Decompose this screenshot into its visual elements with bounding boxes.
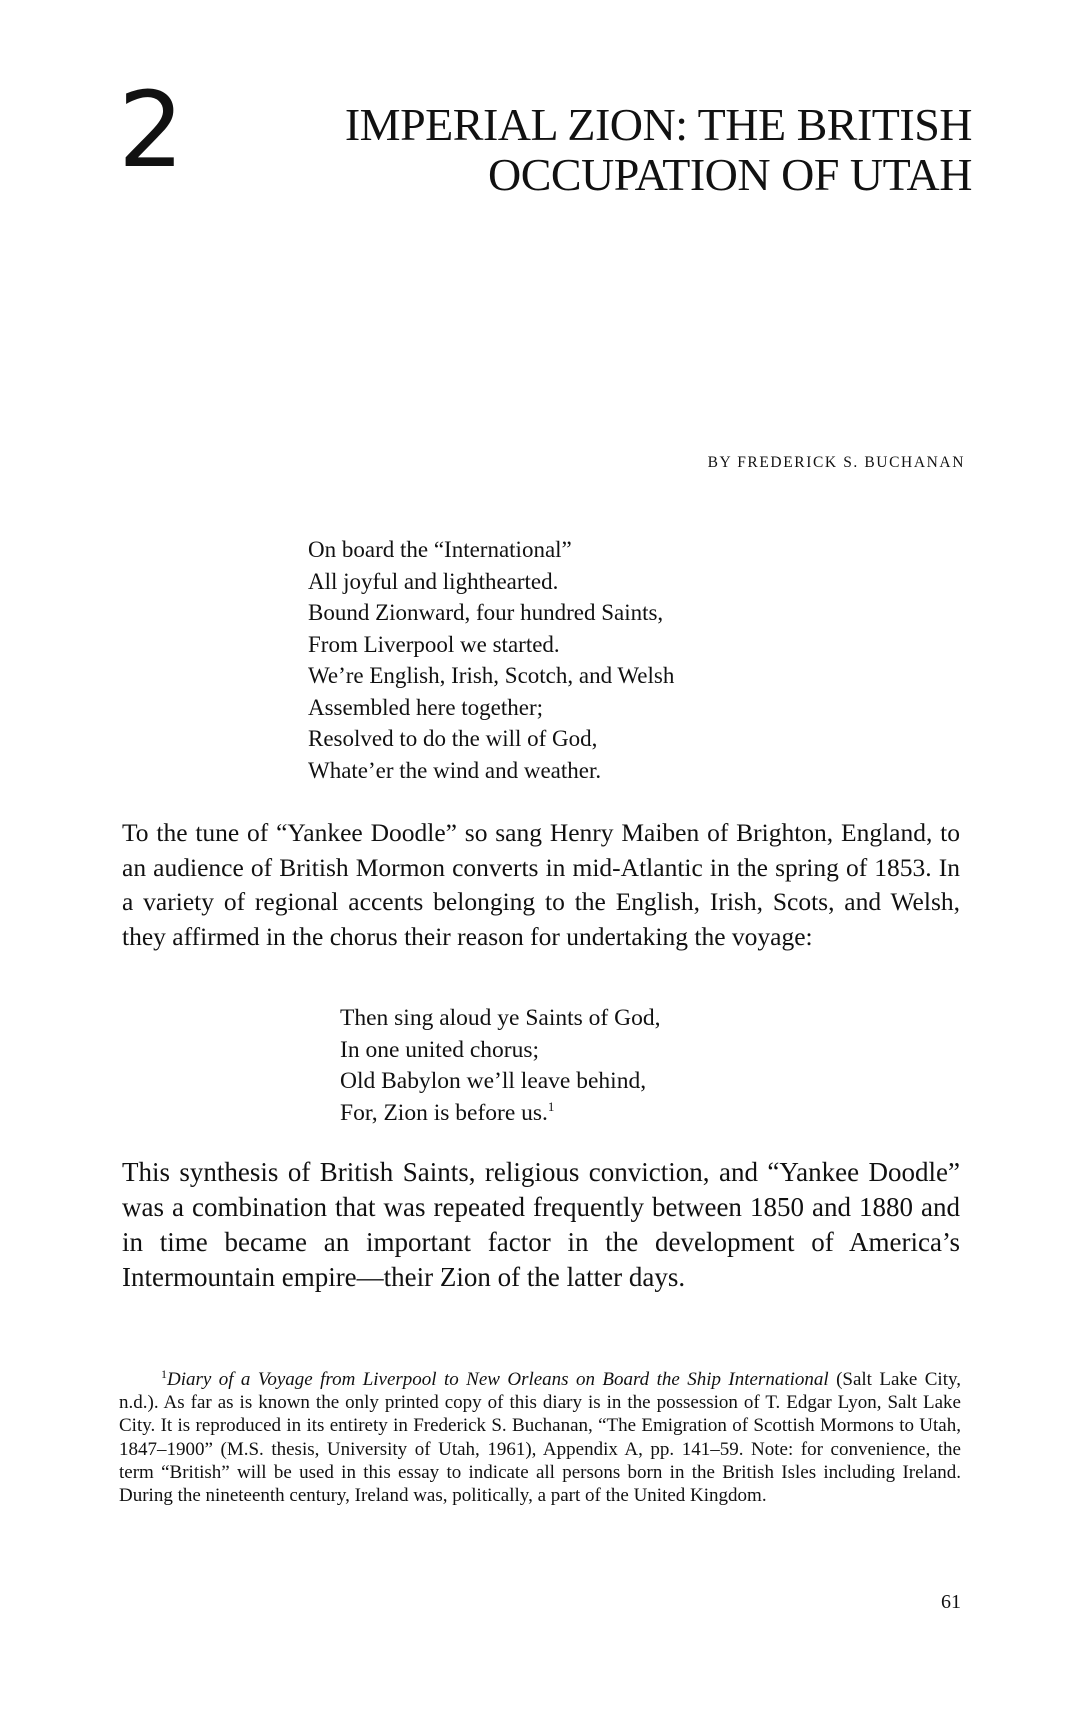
- opening-verse: [308, 534, 674, 786]
- chapter-number: 2: [118, 69, 185, 191]
- verse-line: We’re English, Irish, Scotch, and Welsh: [308, 663, 675, 688]
- verse-line: In one united chorus;: [340, 1036, 540, 1063]
- verse-line-text: For, Zion is before us.: [340, 1099, 548, 1126]
- verse-line: From Liverpool we started.: [308, 631, 560, 657]
- chorus-verse: [340, 1003, 660, 1129]
- footnote-title: Diary of a Voyage from Liverpool to New Orleans on Board the Ship International: [167, 1369, 829, 1390]
- chapter-title-line-2: OCCUPATION OF UTAH: [487, 148, 972, 200]
- verse-line: All joyful and lighthearted.: [308, 568, 559, 594]
- body-paragraph-2: This synthesis of British Saints, religious conviction, and “Yankee Doodle” was a combination that was repeated frequently between 1850 and 1880 and in time became an important factor in the development of America’s Intermountain empire—their Zion of the latter days.: [122, 1157, 960, 1292]
- verse-line: Assembled here together;: [308, 694, 544, 720]
- verse-line: Resolved to do the will of God,: [308, 726, 598, 751]
- verse-line: Old Babylon we’ll leave behind,: [340, 1068, 647, 1094]
- footnote-marker: 1: [161, 1367, 167, 1381]
- page-number: 61: [941, 1591, 961, 1613]
- author-byline: BY FREDERICK S. BUCHANAN: [707, 454, 965, 471]
- chapter-title: [345, 100, 972, 199]
- verse-line: Whate’er the wind and weather.: [308, 757, 602, 783]
- body-paragraph-1: To the tune of “Yankee Doodle” so sang Henry Maiben of Brighton, England, to an audience of British Mormon converts in mid-Atlantic in the spring of 1853. In a variety of regional accents belonging to the English, Irish, Scots, and Welsh, they affirmed in the chorus their reason for undertaking the voyage:: [122, 818, 960, 951]
- chapter-title-line-1: IMPERIAL ZION: THE BRITISH: [344, 99, 972, 150]
- footnote-text: (Salt Lake City, n.d.). As far as is known the only printed copy of this diary is in the possession of T. Edgar Lyon, Salt Lake City. It is reproduced in its entirety in Frederick S. Buchanan, “The Emigration of Scottish Mormons to Utah, 1847–1900” (M.S. thesis, University of Utah, 1961), Appendix A, pp. 141–59. Note: for convenience, the term “British” will be used in this essay to indicate all persons born in the British Isles including Ireland. During the nineteenth century, Ireland was, politically, a part of the United Kingdom.: [119, 1369, 961, 1507]
- footnote: [119, 1368, 961, 1507]
- verse-line: Bound Zionward, four hundred Saints,: [308, 600, 664, 625]
- verse-line: On board the “International”: [308, 537, 572, 562]
- verse-line: [340, 1098, 660, 1130]
- verse-line: Then sing aloud ye Saints of God,: [340, 1005, 661, 1031]
- footnote-reference[interactable]: 1: [547, 1098, 555, 1114]
